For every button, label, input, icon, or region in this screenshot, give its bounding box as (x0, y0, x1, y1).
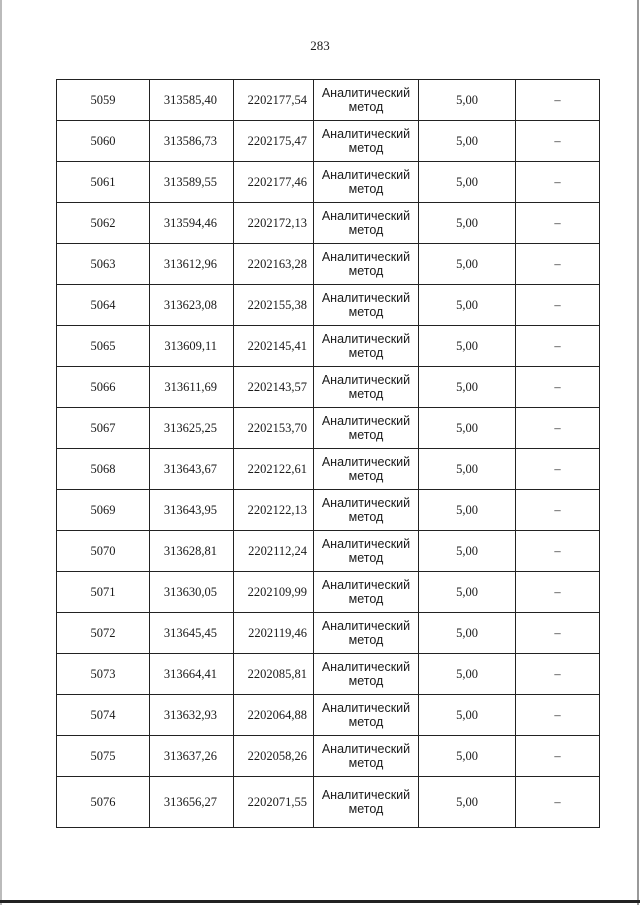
method-cell (314, 531, 419, 572)
method-line-1: Аналитический (321, 660, 411, 674)
error-cell: 5,00 (419, 613, 516, 654)
scan-bottom-edge (0, 900, 640, 903)
error-cell: 5,00 (419, 162, 516, 203)
method-cell (314, 244, 419, 285)
error-cell: 5,00 (419, 285, 516, 326)
note-cell: – (516, 654, 600, 695)
x-coordinate-cell: 313611,69 (150, 367, 234, 408)
note-cell: – (516, 203, 600, 244)
method-cell (314, 326, 419, 367)
x-coordinate-cell: 313628,81 (150, 531, 234, 572)
method-cell (314, 490, 419, 531)
method-cell (314, 777, 419, 828)
error-cell: 5,00 (419, 203, 516, 244)
method-line-1: Аналитический (321, 578, 411, 592)
note-cell: – (516, 572, 600, 613)
method-line-1: Аналитический (321, 742, 411, 756)
point-number-cell: 5067 (57, 408, 150, 449)
y-coordinate-cell: 2202119,46 (234, 613, 314, 654)
error-cell: 5,00 (419, 490, 516, 531)
x-coordinate-cell: 313589,55 (150, 162, 234, 203)
table-row (57, 80, 600, 121)
method-line-1: Аналитический (321, 332, 411, 346)
coordinates-table-body (57, 80, 600, 828)
y-coordinate-cell: 2202112,24 (234, 531, 314, 572)
method-line-2: метод (348, 182, 384, 196)
method-line-1: Аналитический (321, 496, 411, 510)
table-row (57, 121, 600, 162)
scan-right-edge (637, 0, 639, 905)
method-cell (314, 121, 419, 162)
method-line-2: метод (348, 715, 384, 729)
x-coordinate-cell: 313594,46 (150, 203, 234, 244)
note-cell: – (516, 121, 600, 162)
y-coordinate-cell: 2202175,47 (234, 121, 314, 162)
scan-left-edge (0, 0, 2, 905)
table-row (57, 572, 600, 613)
table-row (57, 613, 600, 654)
note-cell: – (516, 613, 600, 654)
y-coordinate-cell: 2202143,57 (234, 367, 314, 408)
method-cell (314, 162, 419, 203)
page-number: 283 (310, 38, 330, 53)
note-cell: – (516, 285, 600, 326)
method-line-2: метод (348, 510, 384, 524)
point-number-cell: 5060 (57, 121, 150, 162)
x-coordinate-cell: 313637,26 (150, 736, 234, 777)
table-row (57, 736, 600, 777)
x-coordinate-cell: 313645,45 (150, 613, 234, 654)
x-coordinate-cell: 313586,73 (150, 121, 234, 162)
point-number-cell: 5073 (57, 654, 150, 695)
table-row (57, 490, 600, 531)
y-coordinate-cell: 2202071,55 (234, 777, 314, 828)
coordinates-table (56, 79, 600, 828)
y-coordinate-cell: 2202172,13 (234, 203, 314, 244)
x-coordinate-cell: 313625,25 (150, 408, 234, 449)
note-cell: – (516, 531, 600, 572)
method-line-2: метод (348, 551, 384, 565)
error-cell: 5,00 (419, 367, 516, 408)
point-number-cell: 5063 (57, 244, 150, 285)
table-row (57, 531, 600, 572)
error-cell: 5,00 (419, 80, 516, 121)
x-coordinate-cell: 313585,40 (150, 80, 234, 121)
method-cell (314, 613, 419, 654)
x-coordinate-cell: 313609,11 (150, 326, 234, 367)
point-number-cell: 5066 (57, 367, 150, 408)
table-row (57, 367, 600, 408)
y-coordinate-cell: 2202122,13 (234, 490, 314, 531)
point-number-cell: 5061 (57, 162, 150, 203)
note-cell: – (516, 244, 600, 285)
note-cell: – (516, 736, 600, 777)
x-coordinate-cell: 313630,05 (150, 572, 234, 613)
point-number-cell: 5064 (57, 285, 150, 326)
method-line-2: метод (348, 346, 384, 360)
method-cell (314, 408, 419, 449)
table-row (57, 449, 600, 490)
method-line-1: Аналитический (321, 209, 411, 223)
error-cell: 5,00 (419, 777, 516, 828)
method-line-1: Аналитический (321, 86, 411, 100)
point-number-cell: 5072 (57, 613, 150, 654)
x-coordinate-cell: 313623,08 (150, 285, 234, 326)
method-line-2: метод (348, 674, 384, 688)
y-coordinate-cell: 2202177,54 (234, 80, 314, 121)
table-row (57, 203, 600, 244)
method-line-2: метод (348, 223, 384, 237)
point-number-cell: 5069 (57, 490, 150, 531)
note-cell: – (516, 326, 600, 367)
method-line-1: Аналитический (321, 291, 411, 305)
x-coordinate-cell: 313643,67 (150, 449, 234, 490)
y-coordinate-cell: 2202058,26 (234, 736, 314, 777)
method-line-1: Аналитический (321, 701, 411, 715)
method-line-2: метод (348, 387, 384, 401)
table-row (57, 408, 600, 449)
note-cell: – (516, 695, 600, 736)
table-row (57, 244, 600, 285)
note-cell: – (516, 162, 600, 203)
method-cell (314, 285, 419, 326)
note-cell: – (516, 367, 600, 408)
note-cell: – (516, 80, 600, 121)
method-line-2: метод (348, 756, 384, 770)
point-number-cell: 5059 (57, 80, 150, 121)
table-row (57, 326, 600, 367)
point-number-cell: 5070 (57, 531, 150, 572)
method-line-2: метод (348, 592, 384, 606)
point-number-cell: 5068 (57, 449, 150, 490)
note-cell: – (516, 408, 600, 449)
error-cell: 5,00 (419, 244, 516, 285)
y-coordinate-cell: 2202109,99 (234, 572, 314, 613)
x-coordinate-cell: 313632,93 (150, 695, 234, 736)
error-cell: 5,00 (419, 736, 516, 777)
error-cell: 5,00 (419, 654, 516, 695)
error-cell: 5,00 (419, 572, 516, 613)
method-line-1: Аналитический (321, 414, 411, 428)
error-cell: 5,00 (419, 695, 516, 736)
method-line-2: метод (348, 428, 384, 442)
y-coordinate-cell: 2202122,61 (234, 449, 314, 490)
point-number-cell: 5062 (57, 203, 150, 244)
method-cell (314, 736, 419, 777)
x-coordinate-cell: 313664,41 (150, 654, 234, 695)
method-line-1: Аналитический (321, 373, 411, 387)
x-coordinate-cell: 313643,95 (150, 490, 234, 531)
method-line-1: Аналитический (321, 168, 411, 182)
x-coordinate-cell: 313656,27 (150, 777, 234, 828)
note-cell: – (516, 490, 600, 531)
method-line-2: метод (348, 264, 384, 278)
y-coordinate-cell: 2202163,28 (234, 244, 314, 285)
method-line-1: Аналитический (321, 537, 411, 551)
table-row (57, 162, 600, 203)
note-cell: – (516, 777, 600, 828)
table-row (57, 285, 600, 326)
method-cell (314, 695, 419, 736)
method-line-2: метод (348, 469, 384, 483)
y-coordinate-cell: 2202085,81 (234, 654, 314, 695)
y-coordinate-cell: 2202153,70 (234, 408, 314, 449)
error-cell: 5,00 (419, 121, 516, 162)
method-line-1: Аналитический (321, 619, 411, 633)
table-row (57, 695, 600, 736)
note-cell: – (516, 449, 600, 490)
method-cell (314, 367, 419, 408)
method-cell (314, 572, 419, 613)
table-row (57, 654, 600, 695)
y-coordinate-cell: 2202177,46 (234, 162, 314, 203)
method-cell (314, 654, 419, 695)
method-line-2: метод (348, 633, 384, 647)
method-line-1: Аналитический (321, 788, 411, 802)
x-coordinate-cell: 313612,96 (150, 244, 234, 285)
point-number-cell: 5074 (57, 695, 150, 736)
method-line-2: метод (348, 305, 384, 319)
method-line-1: Аналитический (321, 250, 411, 264)
error-cell: 5,00 (419, 531, 516, 572)
method-line-1: Аналитический (321, 455, 411, 469)
y-coordinate-cell: 2202155,38 (234, 285, 314, 326)
method-line-2: метод (348, 802, 384, 816)
point-number-cell: 5076 (57, 777, 150, 828)
method-cell (314, 203, 419, 244)
point-number-cell: 5075 (57, 736, 150, 777)
method-line-1: Аналитический (321, 127, 411, 141)
method-cell (314, 449, 419, 490)
method-line-2: метод (348, 141, 384, 155)
point-number-cell: 5065 (57, 326, 150, 367)
point-number-cell: 5071 (57, 572, 150, 613)
error-cell: 5,00 (419, 449, 516, 490)
table-row (57, 777, 600, 828)
y-coordinate-cell: 2202064,88 (234, 695, 314, 736)
y-coordinate-cell: 2202145,41 (234, 326, 314, 367)
error-cell: 5,00 (419, 408, 516, 449)
method-cell (314, 80, 419, 121)
error-cell: 5,00 (419, 326, 516, 367)
method-line-2: метод (348, 100, 384, 114)
